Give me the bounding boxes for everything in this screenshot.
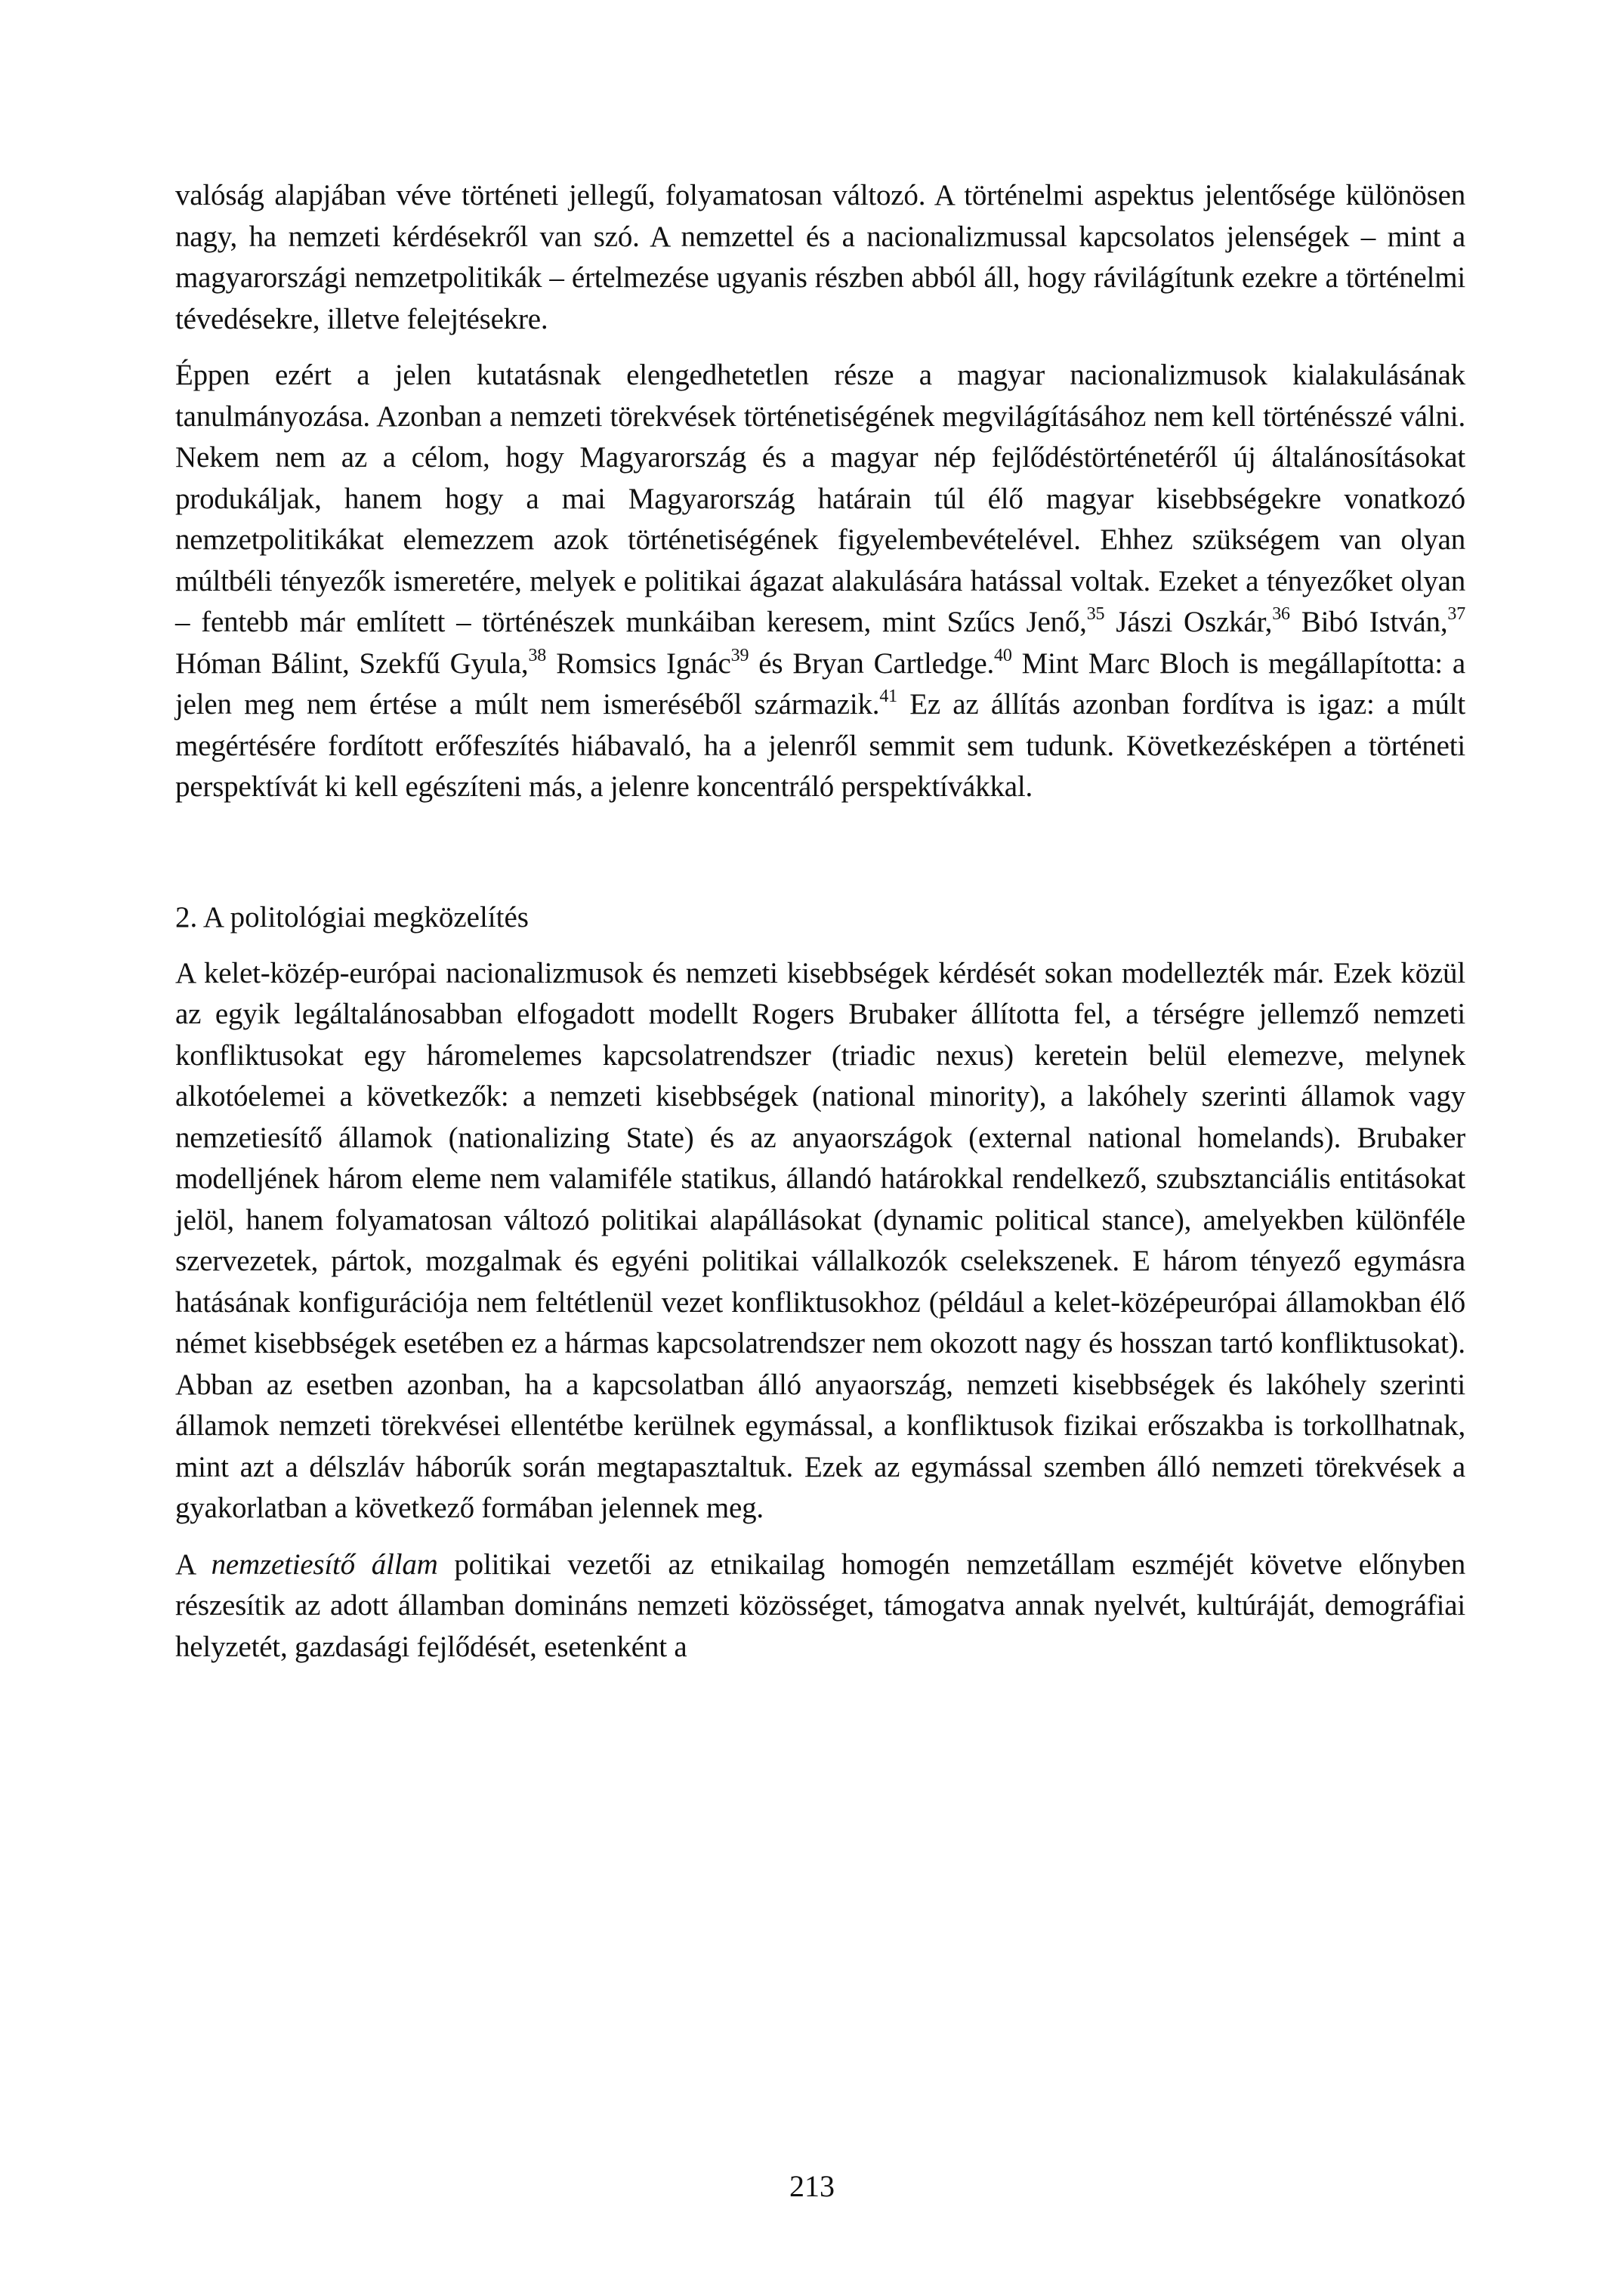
- paragraph-text: Mint Marc Bloch is megállapította: a jelen meg nem értése a múlt nem ismeréséből származik.: [175, 647, 1466, 721]
- paragraph-text: Jászi Oszkár,: [1104, 606, 1273, 638]
- paragraph-text: Romsics Ignác: [546, 647, 731, 680]
- footnote-ref-38[interactable]: 38: [528, 645, 547, 665]
- footnote-ref-36[interactable]: 36: [1272, 604, 1290, 624]
- emphasized-term: nemzetiesítő állam: [211, 1548, 438, 1581]
- paragraph-text: Éppen ezért a jelen kutatásnak elengedhetetlen része a magyar nacionalizmusok kialakulásának tanulmányozása. Azonban a nemzeti törekvések történetiségének megvilágításához nem kell történésszé válni. Nekem nem az a célom, hogy Magyarország és a magyar nép fejlődéstörténetéről új általánosításokat produkáljak, hanem hogy a mai Magyarország határain túl élő magyar kisebbségekre vonatkozó nemzetpolitikákat elemezzem azok történetiségének figyelembevételével. Ehhez szükségem van olyan múltbéli tényezők ismeretére, melyek e politikai ágazat alakulására hatással voltak. Ezeket a tényezőket olyan – fentebb már említett – történészek munkáiban keresem, mint Szűcs Jenő,: [175, 359, 1465, 638]
- paragraph-research-scope: [175, 355, 1465, 808]
- page-number: 213: [789, 2169, 835, 2203]
- paragraph-text: Ez az állítás azonban fordítva is igaz: a múlt megértésére fordított erőfeszítés hiábavaló, ha a jelenről semmit sem tudunk. Következésképen a történeti perspektívát ki kell egészíteni más, a jelenre koncentráló perspektívákkal.: [175, 688, 1466, 803]
- footnote-ref-37[interactable]: 37: [1447, 604, 1466, 624]
- section-heading: 2. A politológiai megközelítés: [175, 900, 529, 934]
- footnote-ref-41[interactable]: 41: [879, 687, 897, 706]
- paragraph-nationalizing-state: [175, 1545, 1465, 1668]
- paragraph-text: politikai vezetői az etnikailag homogén nemzetállam eszméjét követve előnyben részesítik az adott államban domináns nemzeti közösséget, támogatva annak nyelvét, kultúráját, demográfiai helyzetét, gazdasági fejlődését, esetenként a: [175, 1548, 1465, 1663]
- footnote-ref-40[interactable]: 40: [994, 645, 1012, 665]
- paragraph-text: és Bryan Cartledge.: [749, 647, 995, 680]
- paragraph-text: A: [175, 1548, 211, 1581]
- paragraph-historical-aspect: valóság alapjában véve történeti jellegű, folyamatosan változó. A történelmi aspektus jelentősége különösen nagy, ha nemzeti kérdésekről van szó. A nemzettel és a nacionalizmussal kapcsolatos jelenségek – mint a magyarországi nemzetpolitikák – értelmezése ugyanis részben abból áll, hogy rávilágítunk ezekre a történelmi tévedésekre, illetve felejtésekre.: [175, 179, 1465, 335]
- paragraph-text: Bibó István,: [1289, 606, 1448, 638]
- page-body: [175, 175, 1465, 1668]
- footnote-ref-35[interactable]: 35: [1086, 604, 1105, 624]
- paragraph-brubaker-model: A kelet-közép-európai nacionalizmusok és nemzeti kisebbségek kérdését sokan modellezték már. Ezek közül az egyik legáltalánosabban elfogadott modellt Rogers Brubaker állította fel, a térségre jellemző nemzeti konfliktusokat egy háromelemes kapcsolatrendszer (triadic nexus) keretein belül elemezve, melynek alkotóelemei a következők: a nemzeti kisebbségek (national minority), a lakóhely szerinti államok vagy nemzetiesítő államok (nationalizing State) és az anyaországok (external national homelands). Brubaker modelljének három eleme nem valamiféle statikus, állandó határokkal rendelkező, szubsztanciális entitásokat jelöl, hanem folyamatosan változó politikai alapállásokat (dynamic political stance), amelyekben különféle szervezetek, pártok, mozgalmak és egyéni politikai vállalkozók cselekszenek. E három tényező egymásra hatásának konfigurációja nem feltétlenül vezet konfliktusokhoz (például a kelet-középeurópai államokban élő német kisebbségek esetében ez a hármas kapcsolatrendszer nem okozott nagy és hosszan tartó konfliktusokat). Abban az esetben azonban, ha a kapcsolatban álló anyaország, nemzeti kisebbségek és lakóhely szerinti államok nemzeti törekvései ellentétbe kerülnek egymással, a konfliktusok fizikai erőszakba is torkollhatnak, mint azt a délszláv háborúk során megtapasztaltuk. Ezek az egymással szemben álló nemzeti törekvések a gyakorlatban a következő formában jelennek meg.: [175, 956, 1465, 1524]
- footnote-ref-39[interactable]: 39: [730, 645, 749, 665]
- paragraph-text: Hóman Bálint, Szekfű Gyula,: [175, 647, 529, 680]
